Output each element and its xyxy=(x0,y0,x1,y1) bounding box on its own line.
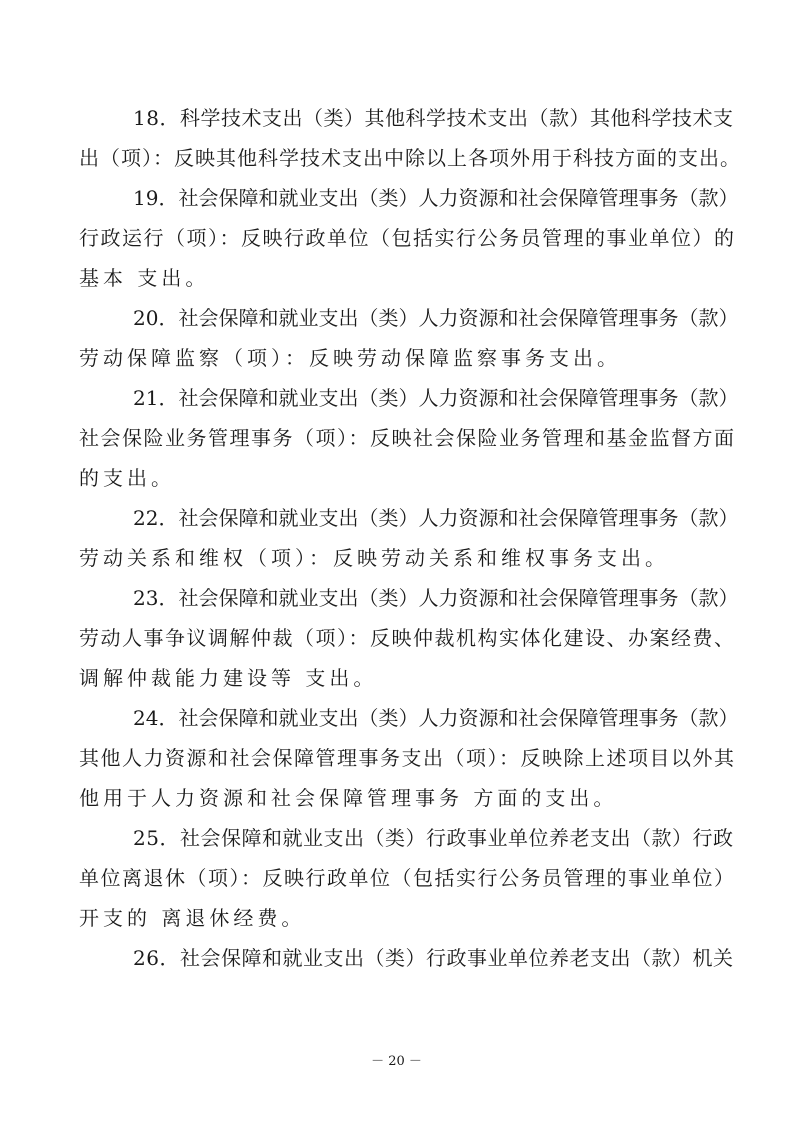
paragraph-line: 单位离退休（项）：反映行政单位（包括实行公务员管理的事业单位） xyxy=(79,866,736,890)
paragraph-26 xyxy=(79,938,747,978)
document-body xyxy=(79,98,747,978)
paragraph-18 xyxy=(79,98,747,178)
paragraph-line: 21．社会保障和就业支出（类）人力资源和社会保障管理事务（款） xyxy=(133,386,739,410)
page-number: － 20 － xyxy=(371,1054,422,1069)
paragraph-line: 的支出。 xyxy=(79,466,175,490)
paragraph-line: 出（项）：反映其他科学技术支出中除以上各项外用于科技方面的支出。 xyxy=(79,146,741,170)
paragraph-line: 劳动关系和维权（项）：反映劳动关系和维权事务支出。 xyxy=(79,546,669,570)
paragraph-line: 其他人力资源和社会保障管理事务支出（项）：反映除上述项目以外其 xyxy=(79,746,736,770)
paragraph-line: 20．社会保障和就业支出（类）人力资源和社会保障管理事务（款） xyxy=(133,306,739,330)
paragraph-line: 19．社会保障和就业支出（类）人力资源和社会保障管理事务（款） xyxy=(133,186,739,210)
paragraph-line: 行政运行（项）：反映行政单位（包括实行公务员管理的事业单位）的 xyxy=(79,226,736,250)
paragraph-line: 劳动人事争议调解仲裁（项）：反映仲裁机构实体化建设、办案经费、 xyxy=(79,626,736,650)
paragraph-line: 18．科学技术支出（类）其他科学技术支出（款）其他科学技术支 xyxy=(133,106,734,130)
paragraph-line: 22．社会保障和就业支出（类）人力资源和社会保障管理事务（款） xyxy=(133,506,739,530)
paragraph-line: 24．社会保障和就业支出（类）人力资源和社会保障管理事务（款） xyxy=(133,706,739,730)
paragraph-23 xyxy=(79,578,747,698)
paragraph-24 xyxy=(79,698,747,818)
paragraph-line: 23．社会保障和就业支出（类）人力资源和社会保障管理事务（款） xyxy=(133,586,739,610)
paragraph-line: 25．社会保障和就业支出（类）行政事业单位养老支出（款）行政 xyxy=(133,826,734,850)
paragraph-22 xyxy=(79,498,747,578)
paragraph-21 xyxy=(79,378,747,498)
paragraph-line: 开支的 离退休经费。 xyxy=(79,906,306,930)
paragraph-line: 基本 支出。 xyxy=(79,266,210,290)
paragraph-line: 他用于人力资源和社会保障管理事务 方面的支出。 xyxy=(79,786,618,810)
paragraph-line: 调解仲裁能力建设等 支出。 xyxy=(79,666,378,690)
paragraph-line: 劳动保障监察（项）：反映劳动保障监察事务支出。 xyxy=(79,346,621,370)
paragraph-20 xyxy=(79,298,747,378)
paragraph-25 xyxy=(79,818,747,938)
paragraph-line: 社会保险业务管理事务（项）：反映社会保险业务管理和基金监督方面 xyxy=(79,426,736,450)
paragraph-line: 26．社会保障和就业支出（类）行政事业单位养老支出（款）机关 xyxy=(133,946,734,970)
paragraph-19 xyxy=(79,178,747,298)
